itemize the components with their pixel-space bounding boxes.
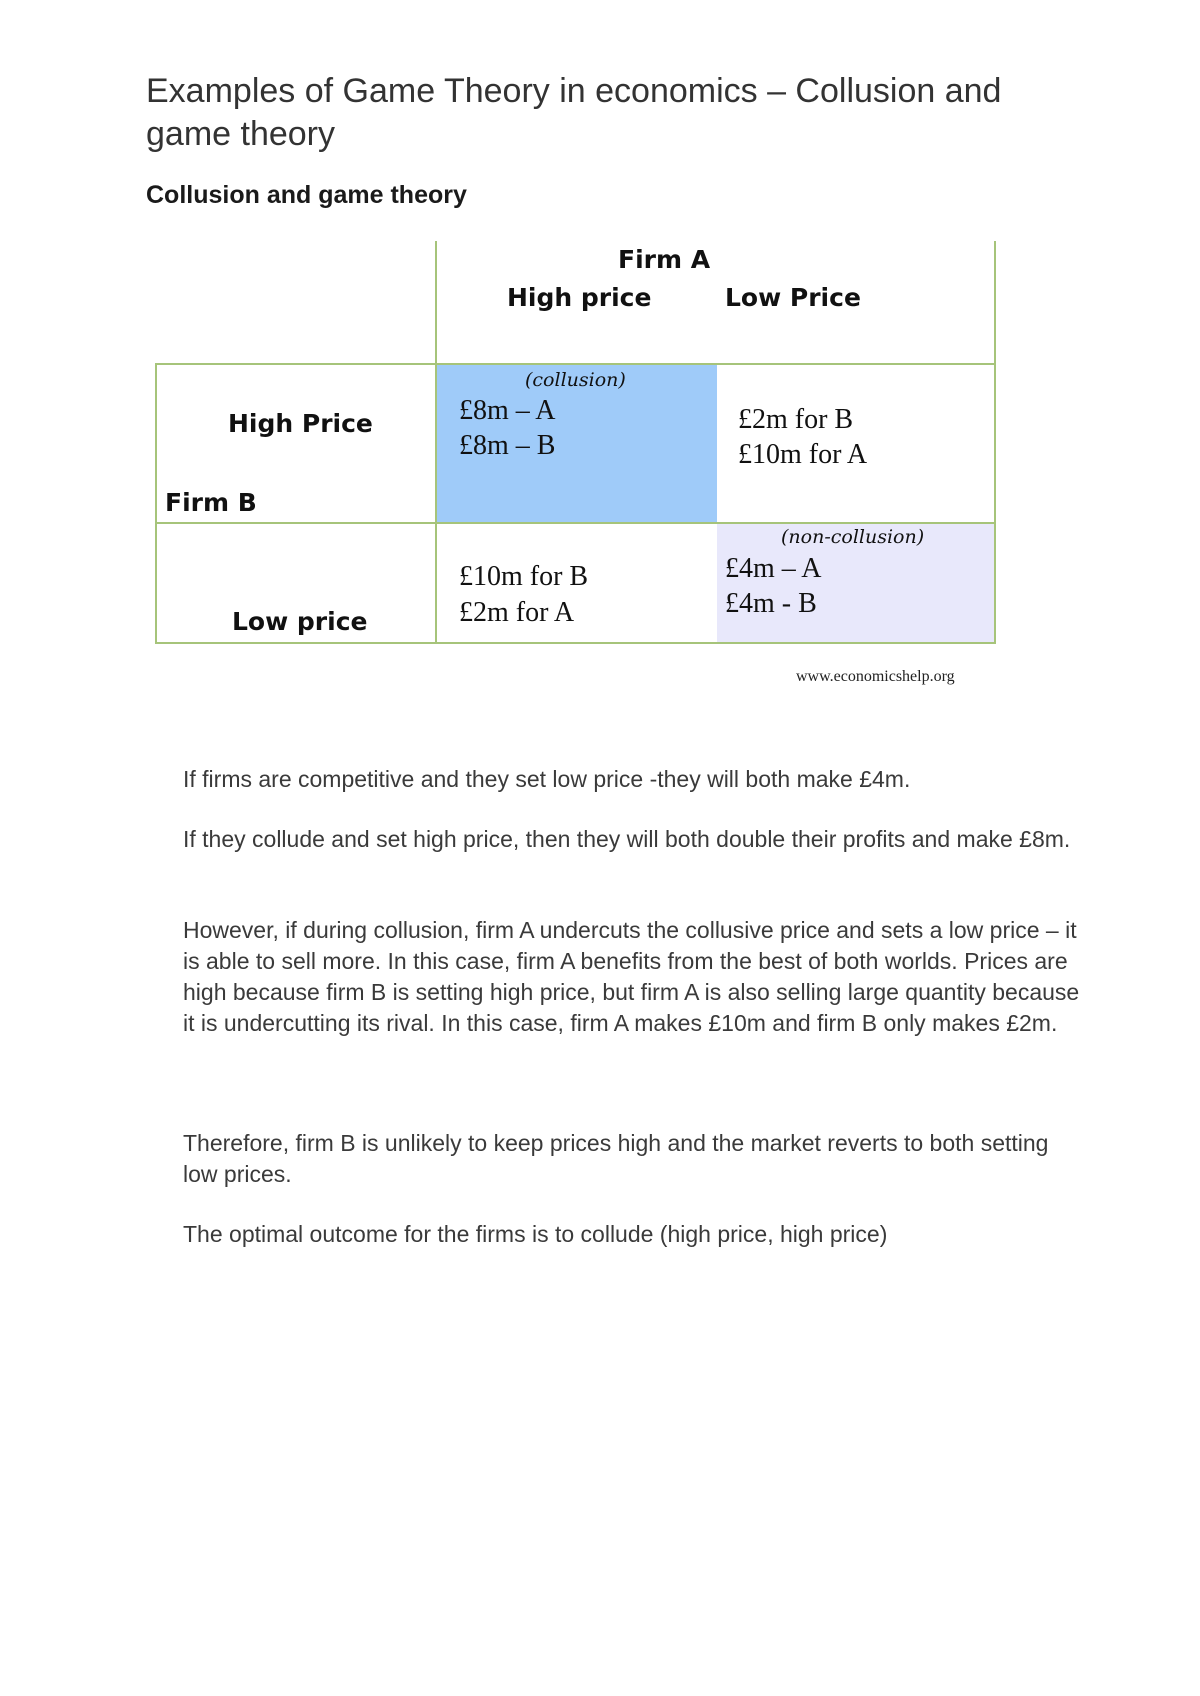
noncollusion-tag: (non-collusion) xyxy=(781,526,925,548)
paragraph-undercut: However, if during collusion, firm A undercuts the collusive price and sets a low price – it is able to sell more. In this case, firm A benefits from the best of both worlds. Prices are high because firm B is setting high price, but firm A is also selling large quantity because it is undercutting its rival. In this case, firm A makes £10m and firm B only makes £2m. xyxy=(183,917,1080,1036)
paragraph-competitive: If firms are competitive and they set low price -they will both make £4m. xyxy=(183,766,911,792)
grid-line-middle xyxy=(155,522,996,524)
section-heading: Collusion and game theory xyxy=(146,181,467,209)
collusion-tag: (collusion) xyxy=(525,369,626,391)
noncollusion-payoff-b: £4m - B xyxy=(725,588,817,619)
firm-b-low-price-label: Low price xyxy=(232,607,368,636)
paragraph-optimal: The optimal outcome for the firms is to collude (high price, high price) xyxy=(183,1221,888,1247)
grid-line-right xyxy=(994,241,996,644)
lb-ha-payoff-b: £10m for B xyxy=(459,561,589,592)
grid-line-left xyxy=(155,363,157,644)
hb-la-payoff-a: £10m for A xyxy=(738,439,868,470)
collusion-payoff-a: £8m – A xyxy=(459,395,556,426)
page-title: Examples of Game Theory in economics – Collusion and game theory xyxy=(146,72,1002,153)
paragraph-reverts: Therefore, firm B is unlikely to keep prices high and the market reverts to both setting low prices. xyxy=(183,1130,1049,1187)
hb-la-payoff-b: £2m for B xyxy=(738,404,854,435)
grid-line-bottom xyxy=(155,642,996,644)
grid-line-top xyxy=(155,363,996,365)
source-credit: www.economicshelp.org xyxy=(796,668,955,685)
paragraph-collude: If they collude and set high price, then they will both double their profits and make £8m. xyxy=(183,826,1071,852)
noncollusion-payoff-a: £4m – A xyxy=(725,553,822,584)
firm-b-label: Firm B xyxy=(165,488,257,517)
grid-line-mid xyxy=(435,241,437,644)
lb-ha-payoff-a: £2m for A xyxy=(459,597,575,628)
firm-a-label: Firm A xyxy=(618,245,711,274)
firm-b-high-price-label: High Price xyxy=(228,409,373,438)
firm-a-low-price-label: Low Price xyxy=(725,283,861,312)
payoff-matrix xyxy=(155,241,996,644)
collusion-payoff-b: £8m – B xyxy=(459,430,556,461)
firm-a-high-price-label: High price xyxy=(507,283,652,312)
